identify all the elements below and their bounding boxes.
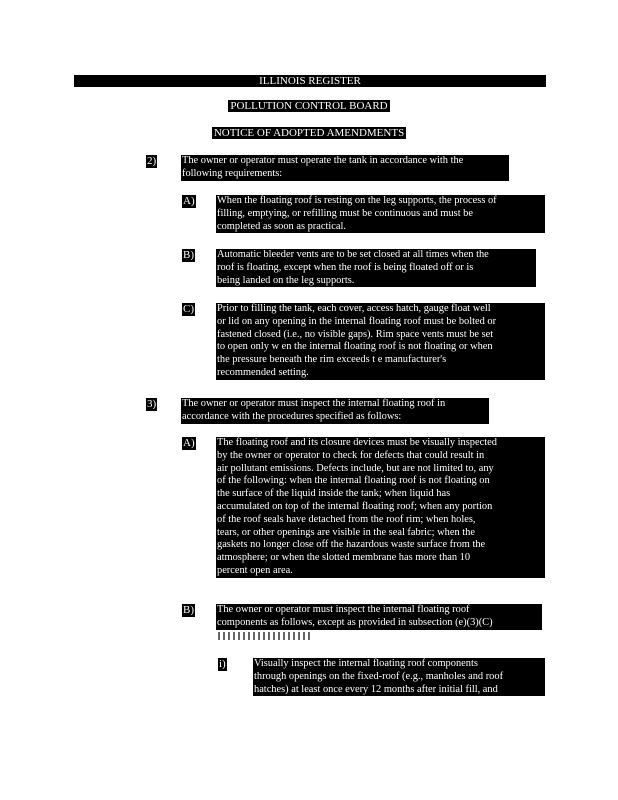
item-2-text [181, 155, 509, 181]
text-line: percent open area. [217, 564, 293, 576]
item-2a-label: A) [183, 195, 195, 207]
text-line: air pollutant emissions. Defects include, but are not limited to, any [217, 462, 494, 474]
text-line: the pressure beneath the rim exceeds t e manufacturer's [217, 354, 447, 366]
text-line: through openings on the fixed-roof (e.g., manholes and roof [254, 670, 504, 682]
text-line: roof is floating, except when the roof is being floated off or is [217, 261, 474, 273]
item-3-text [181, 398, 489, 424]
text-line: The owner or operator must inspect the internal floating roof [217, 604, 470, 615]
text-line: filling, emptying, or refilling must be continuous and must be [217, 207, 473, 219]
text-line: the surface of the liquid inside the tank; when liquid has [217, 488, 451, 500]
text-line: Prior to filling the tank, each cover, access hatch, gauge float well [217, 303, 491, 314]
text-line: completed as soon as practical. [217, 220, 346, 232]
text-line: of the roof seals have detached from the roof rim; when holes, [217, 513, 476, 525]
scan-artifact [218, 632, 310, 640]
item-3a-label: A) [183, 437, 195, 449]
register-title: ILLINOIS REGISTER [259, 75, 361, 87]
text-line: hatches) at least once every 12 months after initial fill, and [254, 683, 498, 695]
text-line: tears, or other openings are visible in the seal fabric; when the [217, 526, 475, 538]
text-line: The owner or operator must operate the tank in accordance with the [182, 155, 464, 166]
text-line: gaskets no longer close off the hazardous waste surface from the [217, 539, 486, 551]
text-line: of the following: when the internal floating roof is not floating on [217, 475, 490, 487]
item-3a-text [216, 437, 545, 578]
text-line: The floating roof and its closure devices must be visually inspected [217, 437, 497, 448]
text-line: When the floating roof is resting on the leg supports, the process of [217, 195, 497, 206]
board-title [0, 100, 618, 112]
item-2b-label: B) [183, 249, 194, 261]
text-line: components as follows, except as provided in subsection (e)(3)(C) [217, 616, 493, 628]
text-line: by the owner or operator to check for defects that could result in [217, 449, 485, 461]
item-3b-text [216, 604, 542, 630]
notice-title [0, 127, 618, 139]
text-line: being landed on the leg supports. [217, 274, 355, 286]
item-2c-label: C) [183, 303, 194, 315]
text-line: Visually inspect the internal floating roof components [254, 658, 478, 669]
text-line: Automatic bleeder vents are to be set closed at all times when the [217, 249, 489, 260]
item-3bi-label: i) [219, 658, 226, 670]
text-line: fastened closed (i.e., no visible gaps). Rim space vents must be set [217, 328, 494, 340]
text-line: recommended setting. [217, 366, 309, 378]
item-2b-text [216, 249, 536, 287]
item-3-label: 3) [147, 398, 157, 410]
text-line: The owner or operator must inspect the internal floating roof in [182, 398, 446, 409]
register-header-bar [74, 75, 546, 87]
item-2c-text [216, 303, 545, 380]
item-2-label: 2) [147, 155, 157, 167]
text-line: accordance with the procedures specified as follows: [182, 410, 402, 422]
text-line: or lid on any opening in the internal floating roof must be bolted or [217, 315, 497, 327]
text-line: atmosphere; or when the slotted membrane has more than 10 [217, 552, 471, 564]
item-2a-text [216, 195, 545, 233]
item-3bi-text [253, 658, 545, 696]
text-line: following requirements: [182, 167, 283, 179]
text-line: to open only w en the internal floating roof is not floating or when [217, 341, 493, 353]
text-line: accumulated on top of the internal floating roof; when any portion [217, 500, 493, 512]
item-3b-label: B) [183, 604, 194, 616]
notice-title-text: NOTICE OF ADOPTED AMENDMENTS [213, 127, 405, 139]
board-title-text: POLLUTION CONTROL BOARD [230, 100, 388, 112]
